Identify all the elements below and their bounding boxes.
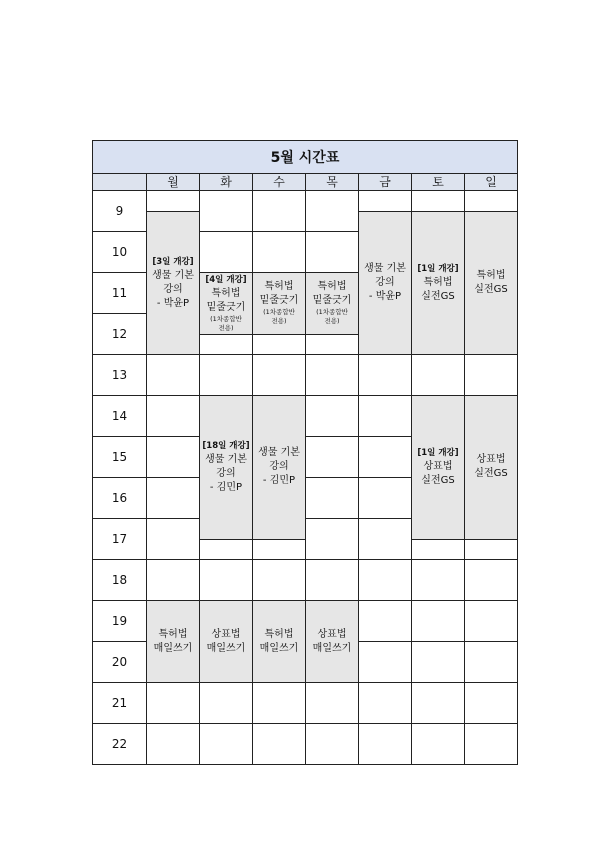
timetable-cell [252,559,306,601]
hour-label: 20 [92,641,147,683]
timetable-cell [305,518,359,560]
day-header: 금 [358,172,412,191]
hour-label: 21 [92,682,147,724]
timetable-cell [411,559,465,601]
hour-label: 10 [92,231,147,273]
timetable-cell [199,723,253,765]
timetable-cell [358,395,412,437]
course-text: 실전GS [421,290,455,302]
timetable-cell [305,436,359,478]
course-text: - 박윤P [368,290,402,302]
timetable-cell [358,559,412,601]
timetable-cell [199,682,253,724]
timetable-cell [358,682,412,724]
course-text: 밑줄긋기 [312,295,352,307]
course-text: 매일쓰기 [206,642,246,654]
course-block [252,272,306,335]
timetable-cell [464,723,518,765]
course-note: 전용) [218,324,234,333]
course-text: 생물 기본 [205,454,247,466]
course-text: 실전GS [474,468,508,480]
course-block [146,600,200,683]
hour-label: 11 [92,272,147,314]
timetable-cell [305,190,359,232]
timetable-cell [146,723,200,765]
timetable-cell [358,641,412,683]
timetable-cell [464,354,518,396]
course-text: - 박윤P [156,297,190,309]
course-block [252,600,306,683]
day-header: 목 [305,172,359,191]
timetable-cell [252,231,306,273]
course-open-date: [1일 개강] [417,263,459,274]
hour-label: 15 [92,436,147,478]
timetable-grid [92,140,518,761]
hour-label: 12 [92,313,147,355]
hour-label: 22 [92,723,147,765]
timetable-cell [358,477,412,519]
course-open-date: [3일 개강] [152,256,194,267]
timetable-cell [146,559,200,601]
course-block [411,211,465,356]
timetable-cell [411,723,465,765]
course-text: 특허법 [158,628,188,640]
course-text: 강의 [216,468,236,480]
course-text: 강의 [163,283,183,295]
course-text: 강의 [269,461,289,473]
course-open-date: [4일 개강] [205,275,247,286]
day-header: 화 [199,172,253,191]
header-corner [92,172,147,191]
course-text: 매일쓰기 [312,642,352,654]
course-text: 밑줄긋기 [259,295,299,307]
timetable-cell [146,354,200,396]
course-text: 밑줄긋기 [206,302,246,314]
hour-label: 14 [92,395,147,437]
course-note: (1차종합반 [210,315,242,324]
timetable-cell [305,559,359,601]
hour-label: 17 [92,518,147,560]
course-text: 상표법 [423,461,453,473]
course-text: - 김민P [209,482,243,494]
timetable-cell [199,190,253,232]
timetable-cell [305,723,359,765]
hour-label: 19 [92,600,147,642]
course-text: 생물 기본 [152,269,194,281]
hour-label: 13 [92,354,147,396]
timetable-cell [358,518,412,560]
timetable-cell [252,190,306,232]
timetable-cell [305,477,359,519]
course-open-date: [1일 개강] [417,448,459,459]
course-open-date: [18일 개강] [202,441,250,452]
course-text: 상표법 [476,454,506,466]
course-text: 생물 기본 [258,447,300,459]
timetable-cell [464,682,518,724]
day-header: 수 [252,172,306,191]
timetable-cell [252,723,306,765]
course-text: 실전GS [421,475,455,487]
course-note: (1차종합반 [316,308,348,317]
timetable-cell [464,559,518,601]
course-block [146,211,200,356]
timetable-cell [305,395,359,437]
course-text: 특허법 [264,628,294,640]
timetable-cell [358,723,412,765]
course-text: 상표법 [211,628,241,640]
timetable-cell [358,600,412,642]
course-block [464,211,518,356]
course-block [411,395,465,540]
course-block [358,211,412,356]
timetable-cell [146,518,200,560]
course-text: - 김민P [262,475,296,487]
timetable-cell [358,354,412,396]
course-block [305,600,359,683]
course-block [252,395,306,540]
timetable [92,140,518,761]
timetable-cell [464,600,518,642]
timetable-cell [411,354,465,396]
course-block [464,395,518,540]
day-header: 일 [464,172,518,191]
timetable-cell [358,436,412,478]
course-text: 매일쓰기 [153,642,193,654]
timetable-cell [411,682,465,724]
timetable-cell [146,477,200,519]
course-block [199,272,253,335]
timetable-cell [305,682,359,724]
day-header: 토 [411,172,465,191]
timetable-cell [199,559,253,601]
course-text: 특허법 [476,269,506,281]
course-text: 강의 [375,276,395,288]
course-text: 특허법 [423,276,453,288]
timetable-cell [305,354,359,396]
timetable-cell [199,231,253,273]
timetable-cell [146,682,200,724]
course-text: 특허법 [211,288,241,300]
timetable-title: 5월 시간표 [92,140,518,174]
course-text: 특허법 [264,281,294,293]
timetable-cell [305,231,359,273]
course-note: (1차종합반 [263,308,295,317]
course-block [305,272,359,335]
hour-label: 9 [92,190,147,232]
course-block [199,600,253,683]
timetable-cell [146,395,200,437]
course-text: 실전GS [474,283,508,295]
timetable-cell [464,641,518,683]
timetable-cell [252,354,306,396]
hour-label: 16 [92,477,147,519]
hour-label: 18 [92,559,147,601]
timetable-cell [146,436,200,478]
course-text: 매일쓰기 [259,642,299,654]
timetable-cell [411,600,465,642]
course-note: 전용) [324,317,340,326]
day-header: 월 [146,172,200,191]
timetable-cell [411,641,465,683]
timetable-cell [252,682,306,724]
timetable-cell [199,354,253,396]
course-text: 특허법 [317,281,347,293]
course-text: 상표법 [317,628,347,640]
course-block [199,395,253,540]
course-text: 생물 기본 [364,262,406,274]
course-note: 전용) [271,317,287,326]
